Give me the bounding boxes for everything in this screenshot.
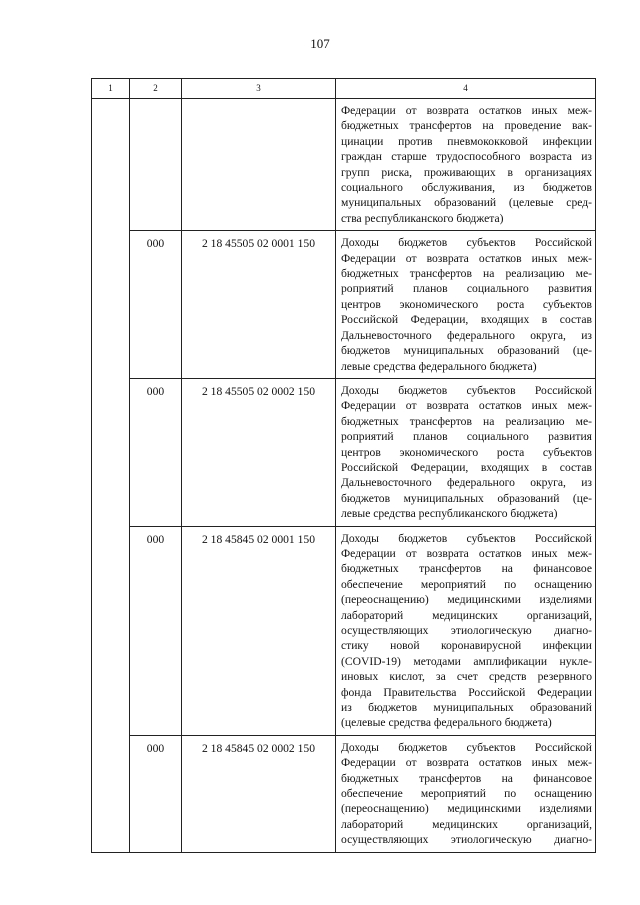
description-line: осуществляющих этиологическую диагно-: [341, 624, 592, 637]
table-row: [92, 526, 596, 735]
table-header-row: [92, 79, 596, 99]
page-number: 107: [310, 36, 330, 51]
description-line: бюджетных трансфертов на проведение вак-: [341, 119, 592, 133]
description-line: граждан старше трудоспособного возраста из: [341, 150, 592, 164]
description-line: Дальневосточного федерального округа, из: [341, 328, 592, 342]
description-line: Доходы бюджетов субъектов Российской: [341, 740, 592, 754]
budget-classification-code-cell: [182, 99, 336, 231]
column-1-cell: [92, 99, 130, 853]
description-line: фонда Правительства Российской Федерации: [341, 685, 592, 699]
description-line: лабораторий медицинских организаций,: [341, 817, 592, 831]
budget-classification-code-cell: 2 18 45845 02 0001 150: [182, 526, 336, 735]
description-cell: [336, 735, 596, 852]
column-number-4: 4: [336, 79, 596, 99]
description-line: социального обслуживания, из бюджетов: [341, 181, 592, 195]
table-row: [92, 231, 596, 379]
description-line: центров экономического роста субъектов: [341, 445, 592, 459]
description-line: бюджетных трансфертов на реализацию ме-: [341, 267, 592, 281]
description-cell: [336, 99, 596, 231]
description-line: (переоснащению) медицинскими изделиями: [341, 593, 592, 607]
description-line: иновых кислот, за счет средств резервного: [341, 670, 592, 684]
description-line: Российской Федерации, входящих в состав: [341, 460, 592, 474]
description-line: Доходы бюджетов субъектов Российской: [341, 236, 592, 250]
description-line: из бюджетов муниципальных образований: [341, 701, 592, 715]
description-line: бюджетов муниципальных образований (це-: [341, 344, 592, 358]
admin-code-cell: [130, 99, 182, 231]
admin-code-cell: 000: [130, 231, 182, 379]
description-line: (переоснащению) медицинскими изделиями: [341, 802, 592, 816]
description-line: муниципальных образований (целевые сред-: [341, 196, 592, 210]
description-line: Федерации от возврата остатков иных меж-: [341, 251, 592, 265]
description-line: (COVID-19) методами амплификации нукле-: [341, 654, 592, 668]
description-cell: [336, 231, 596, 379]
description-line: осуществляющих этиологическую диагно-: [341, 833, 592, 847]
description-line: бюджетных трансфертов на реализацию ме-: [341, 414, 592, 428]
description-line: Российской Федерации, входящих в состав: [341, 313, 592, 327]
budget-classification-code-cell: 2 18 45505 02 0002 150: [182, 378, 336, 526]
description-line: групп риска, проживающих в организациях: [341, 165, 592, 179]
column-number-1: 1: [92, 79, 130, 99]
table-row: [92, 735, 596, 852]
description-line: бюджетных трансфертов на финансовое: [341, 771, 592, 785]
admin-code-cell: 000: [130, 735, 182, 852]
description-line: центров экономического роста субъектов: [341, 297, 592, 311]
description-line: обеспечение мероприятий по оснащению: [341, 787, 592, 801]
description-line: Федерации от возврата остатков иных меж-: [341, 756, 592, 770]
description-line: цинации против пневмококковой инфекции: [341, 134, 592, 148]
description-line: стику новой коронавирусной инфекции: [341, 639, 592, 653]
description-line: лабораторий медицинских организаций,: [341, 608, 592, 622]
description-line: роприятий планов социального развития: [341, 282, 592, 296]
table-row: [92, 378, 596, 526]
description-line: Доходы бюджетов субъектов Российской: [341, 531, 592, 545]
description-line: Доходы бюджетов субъектов Российской: [341, 383, 592, 397]
description-line: бюджетов муниципальных образований (це-: [341, 491, 592, 505]
description-cell: [336, 378, 596, 526]
description-line: левые средства республиканского бюджета): [341, 507, 558, 521]
description-line: левые средства федерального бюджета): [341, 359, 537, 373]
admin-code-cell: 000: [130, 378, 182, 526]
description-cell: [336, 526, 596, 735]
description-line: бюджетных трансфертов на финансовое: [341, 562, 592, 576]
description-line: (целевые средства федерального бюджета): [341, 716, 552, 730]
budget-code-table: [91, 78, 596, 853]
column-number-3: 3: [182, 79, 336, 99]
budget-classification-code-cell: 2 18 45845 02 0002 150: [182, 735, 336, 852]
description-line: роприятий планов социального развития: [341, 430, 592, 444]
admin-code-cell: 000: [130, 526, 182, 735]
description-line: Федерации от возврата остатков иных меж-: [341, 546, 592, 560]
budget-classification-code-cell: 2 18 45505 02 0001 150: [182, 231, 336, 379]
description-line: ства республиканского бюджета): [341, 211, 504, 225]
column-number-2: 2: [130, 79, 182, 99]
description-line: Федерации от возврата остатков иных меж-: [341, 104, 592, 117]
description-line: Федерации от возврата остатков иных меж-: [341, 399, 592, 413]
table-row: [92, 99, 596, 231]
description-line: обеспечение мероприятий по оснащению: [341, 577, 592, 591]
description-line: Дальневосточного федерального округа, из: [341, 476, 592, 490]
